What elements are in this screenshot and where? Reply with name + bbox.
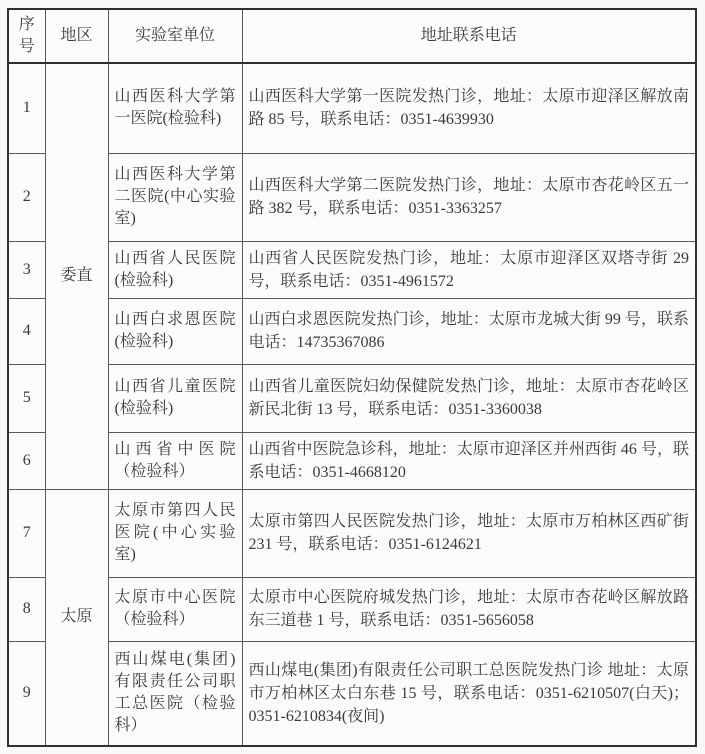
serial-cell: 6 [8,432,45,489]
serial-cell: 2 [8,153,45,241]
table-row [8,241,696,298]
lab-cell: 太原市第四人民医院(中心实验室) [108,489,242,577]
serial-cell: 7 [8,489,45,577]
lab-cell: 太原市中心医院（检验科） [108,577,242,641]
lab-cell: 山西白求恩医院(检验科) [108,298,242,364]
table-row [8,153,696,241]
address-cell: 山西医科大学第二医院发热门诊，地址：太原市杏花岭区五一路 382 号，联系电话：0351-3363257 [242,153,696,241]
address-cell: 太原市第四人民医院发热门诊，地址：太原市万柏林区西矿街 231 号，联系电话：0351-6124621 [242,489,696,577]
serial-cell: 5 [8,364,45,432]
table-row [8,432,696,489]
serial-cell: 4 [8,298,45,364]
header-cell-address: 地址联系电话 [242,9,696,63]
table-row [8,489,696,577]
table-row [8,577,696,641]
lab-cell: 山西省中医院（检验科） [108,432,242,489]
serial-cell: 9 [8,641,45,746]
hospital-lab-table [7,8,697,747]
lab-cell: 山西医科大学第一医院(检验科) [108,63,242,153]
header-cell-region: 地区 [45,9,108,63]
lab-cell: 西山煤电(集团)有限责任公司职工总医院（检验科） [108,641,242,746]
lab-cell: 山西省人民医院(检验科) [108,241,242,298]
header-cell-serial: 序号 [8,9,45,63]
lab-cell: 山西医科大学第二医院(中心实验室) [108,153,242,241]
table-row [8,641,696,746]
lab-cell: 山西省儿童医院(检验科) [108,364,242,432]
region-cell-taiyuan: 太原 [45,489,108,746]
address-cell: 山西白求恩医院发热门诊，地址：太原市龙城大街 99 号，联系电话：14735367086 [242,298,696,364]
serial-cell: 8 [8,577,45,641]
serial-cell: 1 [8,63,45,153]
address-cell: 太原市中心医院府城发热门诊，地址：太原市杏花岭区解放路东三道巷 1 号，联系电话：0351-5656058 [242,577,696,641]
header-cell-lab: 实验室单位 [108,9,242,63]
table-row [8,364,696,432]
table-row [8,298,696,364]
region-cell-weizhi: 委直 [45,63,108,489]
address-cell: 山西省中医院急诊科，地址：太原市迎泽区并州西街 46 号，联系电话：0351-4668120 [242,432,696,489]
address-cell: 山西省儿童医院妇幼保健院发热门诊，地址：太原市杏花岭区新民北街 13 号，联系电话：0351-3360038 [242,364,696,432]
address-cell: 西山煤电(集团)有限责任公司职工总医院发热门诊 地址：太原市万柏林区太白东巷 15 号，联系电话：0351-6210507(白天)；0351-6210834(夜间) [242,641,696,746]
table-row [8,63,696,153]
address-cell: 山西医科大学第一医院发热门诊，地址：太原市迎泽区解放南路 85 号，联系电话：0351-4639930 [242,63,696,153]
serial-cell: 3 [8,241,45,298]
address-cell: 山西省人民医院发热门诊，地址：太原市迎泽区双塔寺街 29 号，联系电话：0351-4961572 [242,241,696,298]
header-row [8,9,696,63]
